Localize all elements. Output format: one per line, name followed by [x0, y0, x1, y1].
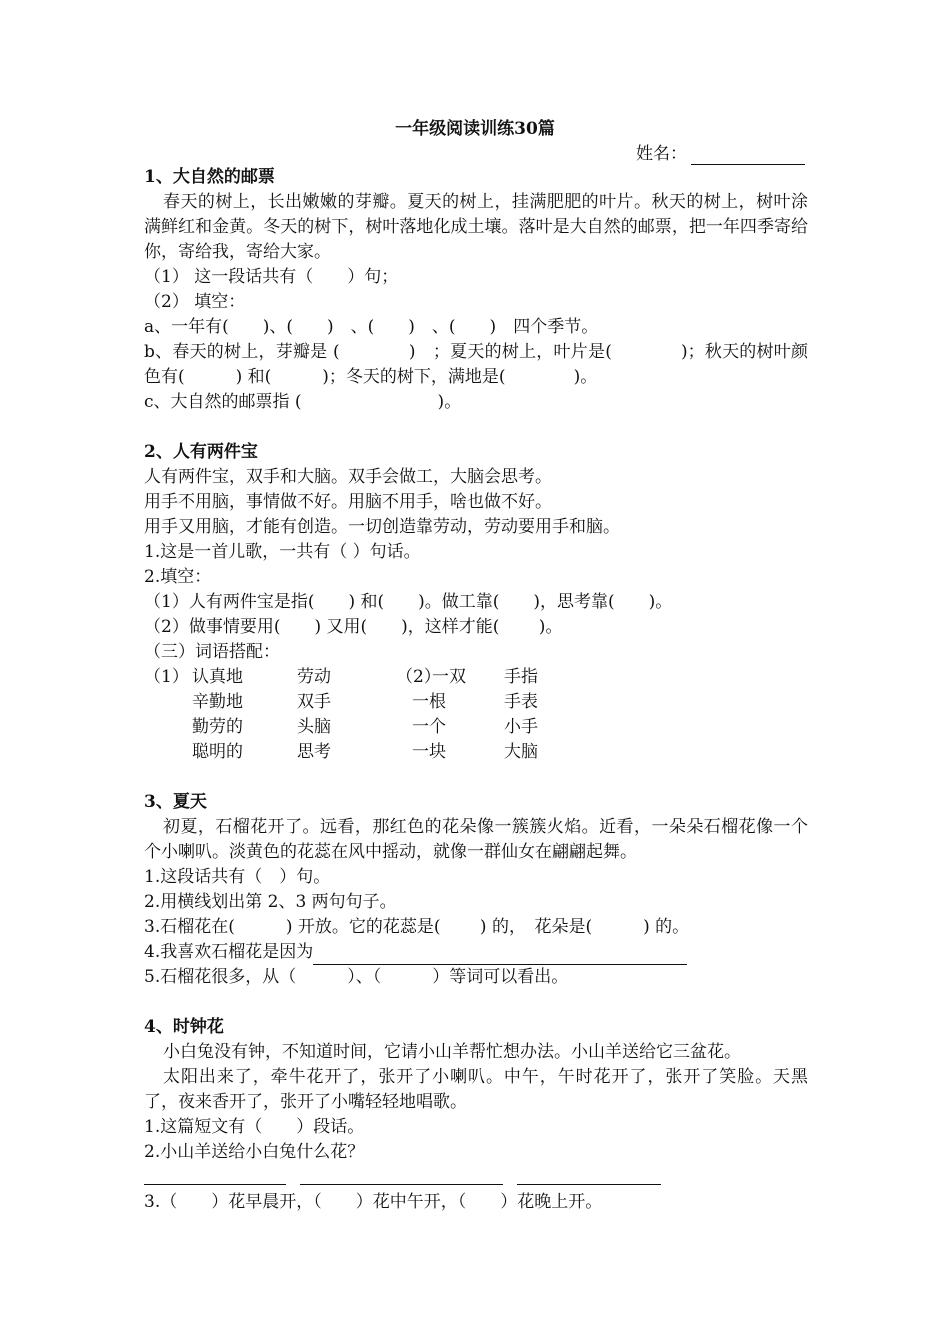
section-1-question-2: （2） 填空：	[144, 292, 246, 312]
left-word: 聪明的	[192, 742, 243, 762]
section-3-question-3: 3.石榴花在( ) 开放。它的花蕊是( ) 的， 花朵是( ) 的。	[144, 917, 690, 937]
section-1-question-b: b、春天的树上，芽瓣是 ( ) ；夏天的树上，叶片是( )；秋天的树叶颜色有( ) 和( )；冬天的树下，满地是( )。	[144, 342, 808, 387]
spacer	[144, 990, 808, 1015]
section-3-question-4	[144, 940, 808, 965]
right-word: 头脑	[297, 717, 331, 737]
section-3-title: 3、夏天	[144, 792, 207, 812]
section-3-question-2: 2.用横线划出第 2、3 两句句子。	[144, 892, 397, 912]
section-2-question-3: （三）词语搭配：	[144, 642, 280, 662]
answer-lines	[144, 1165, 808, 1190]
section-3-question-5: 5.石榴花很多，从（ ）、（ ）等词可以看出。	[144, 967, 569, 987]
section-2-line-3: 用手又用脑，才能有创造。一切创造靠劳动，劳动要用手和脑。	[144, 517, 620, 537]
section-4-question-3: 3.（ ）花早晨开，（ ）花中午开，（ ）花晚上开。	[144, 1192, 603, 1212]
section-2-question-2-1: （1）人有两件宝是指( ) 和( )。做工靠( )，思考靠( )。	[144, 592, 673, 612]
content	[144, 165, 808, 1215]
section-1-question-1: （1） 这一段话共有（ ）句；	[144, 267, 399, 287]
left-word: 一块	[412, 742, 446, 762]
answer-blank[interactable]	[313, 946, 687, 965]
section-2-line-2: 用手不用脑，事情做不好。用脑不用手，啥也做不好。	[144, 492, 552, 512]
group-label: （2）	[396, 667, 441, 687]
spacer	[144, 765, 808, 790]
right-word: 劳动	[297, 667, 331, 687]
left-word: 一双	[432, 667, 466, 687]
section-1-passage: 春天的树上，长出嫩嫩的芽瓣。夏天的树上，挂满肥肥的叶片。秋天的树上，树叶涂满鲜红和金黄。冬天的树下，树叶落地化成土壤。落叶是大自然的邮票，把一年四季寄给你，寄给我，寄给大家。	[144, 192, 808, 262]
right-word: 小手	[504, 717, 538, 737]
section-1-question-c: c、大自然的邮票指 ( )。	[144, 392, 462, 412]
left-word: 辛勤地	[192, 692, 243, 712]
section-2-line-1: 人有两件宝，双手和大脑。双手会做工，大脑会思考。	[144, 467, 552, 487]
name-field	[636, 143, 805, 165]
section-4-question-1: 1.这篇短文有（ ）段话。	[144, 1117, 365, 1137]
left-word: 一根	[412, 692, 446, 712]
name-label: 姓名：	[636, 144, 687, 164]
section-4-question-2: 2.小山羊送给小白兔什么花？	[144, 1142, 365, 1162]
section-2-title: 2、人有两件宝	[144, 442, 258, 462]
left-word: 一个	[412, 717, 446, 737]
word-matching-table	[144, 665, 808, 765]
right-word: 大脑	[504, 742, 538, 762]
section-1-question-a: a、一年有( )、( ) 、( ) 、( ) 四个季节。	[144, 317, 599, 337]
section-4-title: 4、时钟花	[144, 1017, 224, 1037]
word-matching-row	[144, 740, 808, 765]
section-4-paragraph-2: 太阳出来了，牵牛花开了，张开了小喇叭。中午，午时花开了，张开了笑脸。天黑了，夜来香开了，张开了小嘴轻轻地唱歌。	[144, 1067, 808, 1112]
answer-blank[interactable]	[517, 1165, 661, 1185]
right-word: 思考	[297, 742, 331, 762]
answer-blank[interactable]	[300, 1165, 503, 1185]
answer-blank[interactable]	[144, 1165, 286, 1185]
word-matching-row	[144, 690, 808, 715]
right-word: 手表	[504, 692, 538, 712]
word-matching-row	[144, 715, 808, 740]
group-label: （1）	[144, 667, 189, 687]
section-2-question-1: 1.这是一首儿歌，一共有（ ）句话。	[144, 542, 421, 562]
spacer	[144, 415, 808, 440]
left-word: 勤劳的	[192, 717, 243, 737]
word-matching-row	[144, 665, 808, 690]
right-word: 双手	[297, 692, 331, 712]
section-3-question-4-text: 4.我喜欢石榴花是因为	[144, 942, 314, 962]
section-2-question-2: 2.填空：	[144, 567, 212, 587]
right-word: 手指	[504, 667, 538, 687]
section-3-passage: 初夏，石榴花开了。远看，那红色的花朵像一簇簇火焰。近看，一朵朵石榴花像一个个小喇叭。淡黄色的花蕊在风中摇动，就像一群仙女在翩翩起舞。	[144, 817, 808, 862]
section-3-question-1: 1.这段话共有（ ）句。	[144, 867, 331, 887]
section-2-question-2-2: （2）做事情要用( ) 又用( )，这样才能( )。	[144, 617, 563, 637]
left-word: 认真地	[192, 667, 243, 687]
section-4-paragraph-1: 小白兔没有钟，不知道时间，它请小山羊帮忙想办法。小山羊送给它三盆花。	[163, 1042, 741, 1062]
page-title: 一年级阅读训练30篇	[395, 119, 555, 139]
section-1-title: 1、大自然的邮票	[144, 167, 275, 187]
name-blank[interactable]	[691, 146, 805, 165]
